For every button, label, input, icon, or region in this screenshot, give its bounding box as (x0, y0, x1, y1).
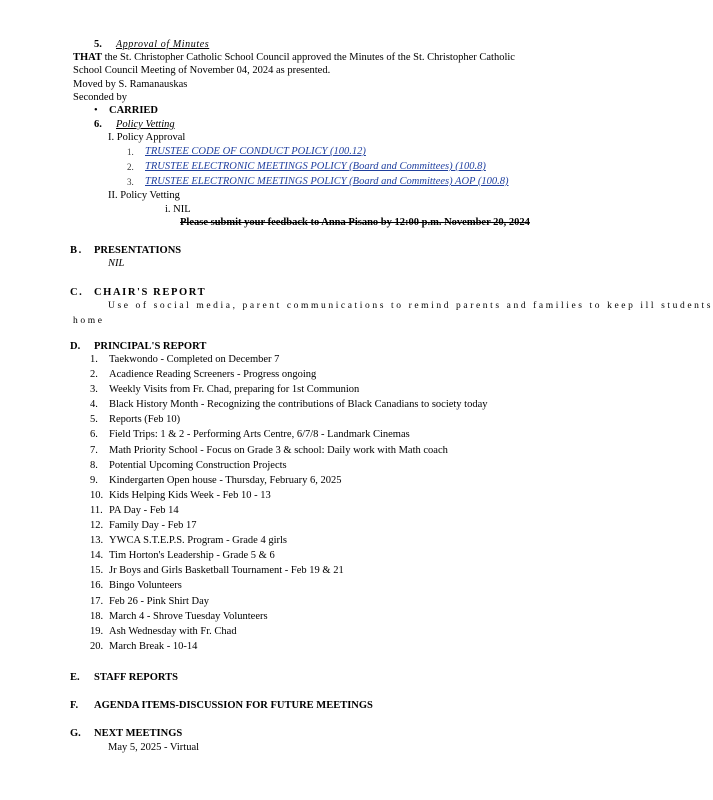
bullet-icon: • (94, 105, 98, 116)
motion-lead: THAT (73, 52, 102, 63)
list-item-text: Potential Upcoming Construction Projects (109, 459, 287, 471)
list-item-number: 19. (90, 625, 104, 637)
list-item-text: Field Trips: 1 & 2 - Performing Arts Centre, 6/7/8 - Landmark Cinemas (109, 429, 410, 441)
presentations-content: NIL (108, 258, 125, 269)
list-item-text: Tim Horton's Leadership - Grade 5 & 6 (109, 550, 275, 562)
principal-list (90, 353, 488, 655)
list-item-number: 16. (90, 580, 104, 592)
list-item (90, 398, 488, 413)
list-item (90, 549, 488, 564)
policy-1-num: 1. (127, 147, 134, 157)
agenda-heading: AGENDA ITEMS-DISCUSSION FOR FUTURE MEETINGS (94, 700, 373, 711)
list-item (90, 353, 488, 368)
approval-number: 5. (94, 39, 102, 50)
chair-letter: C. (70, 287, 84, 298)
policy-heading: Policy Vetting (116, 119, 175, 130)
list-item (90, 413, 488, 428)
list-item (90, 459, 488, 474)
chair-line2: home (73, 316, 105, 326)
carried-result: CARRIED (109, 105, 159, 116)
list-item-text: PA Day - Feb 14 (109, 504, 179, 516)
list-item-text: Acadience Reading Screeners - Progress ongoing (109, 369, 317, 381)
list-item-text: Family Day - Feb 17 (109, 520, 197, 532)
list-item (90, 504, 488, 519)
list-item-number: 8. (90, 459, 98, 471)
motion-line1: the St. Christopher Catholic School Council approved the Minutes of the St. Christopher Catholic (101, 52, 515, 63)
presentations-heading: PRESENTATIONS (94, 245, 182, 256)
staff-heading: STAFF REPORTS (94, 672, 178, 683)
presentations-letter: B. (70, 245, 83, 256)
chair-heading: CHAIR'S REPORT (94, 287, 207, 298)
list-item-number: 20. (90, 640, 104, 652)
list-item (90, 519, 488, 534)
policy-2-num: 2. (127, 162, 134, 172)
list-item-number: 7. (90, 444, 98, 456)
feedback-note: Please submit your feedback to Anna Pisano by 12:00 p.m. November 20, 2024 (180, 217, 530, 228)
list-item-text: Reports (Feb 10) (109, 414, 181, 426)
list-item (90, 564, 488, 579)
list-item (90, 579, 488, 594)
list-item-text: Kids Helping Kids Week - Feb 10 - 13 (109, 489, 271, 501)
list-item-number: 14. (90, 550, 104, 562)
policy-3-num: 3. (127, 177, 134, 187)
list-item-number: 6. (90, 429, 98, 441)
list-item (90, 640, 488, 655)
chair-line1: Use of social media, parent communications to remind parents and families to keep ill students (108, 301, 713, 311)
list-item-number: 1. (90, 354, 98, 365)
list-item-text: Math Priority School - Focus on Grade 3 & school: Daily work with Math coach (109, 444, 448, 456)
principal-letter: D. (70, 341, 81, 352)
list-item-number: 15. (90, 565, 104, 577)
seconded-by: Seconded by (73, 92, 127, 103)
list-item-number: 5. (90, 414, 98, 426)
next-letter: G. (70, 728, 81, 739)
list-item (90, 368, 488, 383)
list-item (90, 625, 488, 640)
list-item (90, 595, 488, 610)
list-item-number: 13. (90, 535, 104, 547)
list-item-text: Feb 26 - Pink Shirt Day (109, 595, 210, 607)
list-item-text: March Break - 10-14 (109, 640, 198, 652)
policy-vetting-label: II. Policy Vetting (108, 190, 180, 201)
list-item-text: March 4 - Shrove Tuesday Volunteers (109, 610, 268, 622)
list-item-text: Taekwondo - Completed on December 7 (109, 354, 280, 365)
list-item (90, 444, 488, 459)
principal-heading: PRINCIPAL'S REPORT (94, 341, 207, 352)
list-item-text: YWCA S.T.E.P.S. Program - Grade 4 girls (109, 535, 288, 547)
list-item (90, 474, 488, 489)
policy-link-electronic-meetings-aop[interactable]: TRUSTEE ELECTRONIC MEETINGS POLICY (Board and Committees) AOP (100.8) (145, 176, 509, 187)
moved-by: Moved by S. Ramanauskas (73, 79, 188, 90)
agenda-letter: F. (70, 700, 79, 711)
list-item-text: Kindergarten Open house - Thursday, February 6, 2025 (109, 474, 342, 486)
policy-approval-label: I. Policy Approval (108, 132, 186, 143)
list-item (90, 489, 488, 504)
policy-link-code-of-conduct[interactable]: TRUSTEE CODE OF CONDUCT POLICY (100.12) (145, 146, 366, 157)
policy-number: 6. (94, 119, 102, 130)
list-item-number: 11. (90, 504, 103, 516)
list-item-number: 9. (90, 474, 98, 486)
list-item-text: Black History Month - Recognizing the contributions of Black Canadians to society today (109, 399, 488, 411)
list-item-number: 10. (90, 489, 104, 501)
list-item (90, 428, 488, 443)
list-item-text: Ash Wednesday with Fr. Chad (109, 625, 237, 637)
list-item (90, 534, 488, 549)
approval-motion (73, 51, 515, 64)
policy-vetting-item: i. NIL (165, 204, 191, 215)
list-item-number: 17. (90, 595, 104, 607)
next-content: May 5, 2025 - Virtual (108, 742, 200, 753)
list-item (90, 610, 488, 625)
policy-link-electronic-meetings[interactable]: TRUSTEE ELECTRONIC MEETINGS POLICY (Board and Committees) (100.8) (145, 161, 486, 172)
motion-line2: School Council Meeting of November 04, 2024 as presented. (73, 65, 331, 76)
list-item-number: 18. (90, 610, 104, 622)
approval-heading: Approval of Minutes (116, 39, 210, 50)
list-item-text: Jr Boys and Girls Basketball Tournament - Feb 19 & 21 (109, 565, 344, 577)
list-item-number: 3. (90, 384, 98, 396)
list-item (90, 383, 488, 398)
staff-letter: E. (70, 672, 80, 683)
list-item-text: Bingo Volunteers (109, 580, 182, 592)
list-item-text: Weekly Visits from Fr. Chad, preparing for 1st Communion (109, 384, 360, 396)
next-heading: NEXT MEETINGS (94, 728, 183, 739)
list-item-number: 12. (90, 520, 104, 532)
list-item-number: 2. (90, 369, 98, 381)
list-item-number: 4. (90, 399, 98, 411)
